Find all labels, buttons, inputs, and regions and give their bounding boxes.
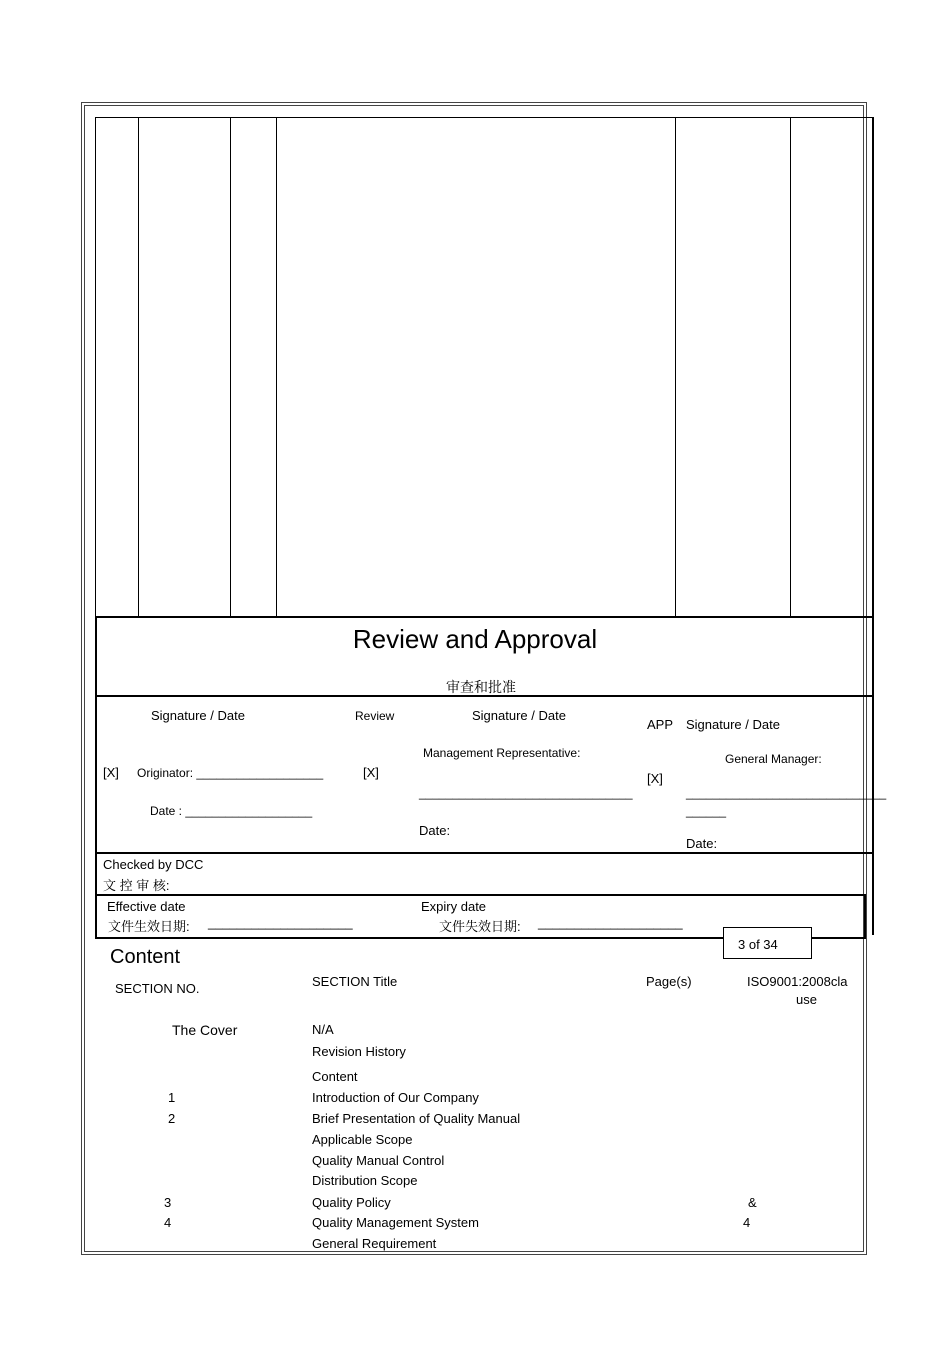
originator-field[interactable]: Originator: ___________________ xyxy=(137,766,324,780)
header-section-no: SECTION NO. xyxy=(115,981,200,996)
row-section-no: The Cover xyxy=(172,1022,238,1038)
row-section-title: General Requirement xyxy=(312,1236,437,1251)
mgmt-rep-date-label: Date: xyxy=(419,823,451,838)
review-title: Review and Approval xyxy=(352,624,598,654)
effective-date-cn: 文件生效日期: xyxy=(108,919,190,934)
app-label: APP xyxy=(647,717,674,732)
effective-date-label: Effective date xyxy=(107,899,186,914)
mgmt-rep-signature-line[interactable]: ________________________________ xyxy=(419,786,633,800)
approval-checkbox[interactable]: [X] xyxy=(647,771,663,786)
table-right-border xyxy=(872,118,874,935)
page-indicator xyxy=(723,927,812,959)
header-section-title: SECTION Title xyxy=(312,974,398,989)
review-checkbox[interactable]: [X] xyxy=(363,765,379,780)
header-iso-clause-continued: use xyxy=(796,992,817,1007)
review-title-cn: 审查和批准 xyxy=(446,679,516,695)
row-section-title: Revision History xyxy=(312,1044,406,1059)
row-section-no: 4 xyxy=(164,1215,172,1230)
table-column-divider xyxy=(790,118,791,618)
page-indicator-text: 3 of 34 xyxy=(738,937,778,952)
review-column-header: Signature / Date xyxy=(472,708,566,723)
divider xyxy=(95,695,874,697)
header-pages: Page(s) xyxy=(646,974,692,989)
divider xyxy=(95,852,874,854)
expiry-date-cn: 文件失效日期: xyxy=(439,919,521,934)
divider xyxy=(95,616,874,618)
row-iso-clause: & xyxy=(748,1195,757,1210)
row-section-title: Quality Manual Control xyxy=(312,1153,445,1168)
table-column-divider xyxy=(138,118,139,618)
row-section-no: 2 xyxy=(168,1111,176,1126)
originator-date-field[interactable]: Date : ___________________ xyxy=(150,804,313,818)
content-heading: Content xyxy=(110,946,181,968)
row-section-no: 3 xyxy=(164,1195,172,1210)
row-section-no: 1 xyxy=(168,1090,176,1105)
gm-date-label: Date: xyxy=(686,836,718,851)
row-section-title: Introduction of Our Company xyxy=(312,1090,479,1105)
row-section-title: Content xyxy=(312,1069,358,1084)
table-column-divider xyxy=(230,118,231,618)
effective-date-field[interactable]: ____________________ xyxy=(208,915,353,930)
revision-history-table xyxy=(95,117,874,617)
gm-signature-line[interactable]: ______________________________ xyxy=(686,786,887,800)
originator-checkbox[interactable]: [X] xyxy=(103,765,119,780)
row-section-title: Distribution Scope xyxy=(312,1173,418,1188)
table-column-divider xyxy=(675,118,676,618)
row-section-title: Quality Management System xyxy=(312,1215,479,1230)
block-left-border xyxy=(95,616,97,939)
checked-by-dcc: Checked by DCC xyxy=(103,857,204,872)
general-manager-label: General Manager: xyxy=(725,752,822,766)
row-iso-clause: 4 xyxy=(743,1215,751,1230)
header-iso-clause: ISO9001:2008cla xyxy=(747,974,848,989)
approval-column-header: Signature / Date xyxy=(686,717,780,732)
originator-column-header: Signature / Date xyxy=(151,708,245,723)
expiry-date-label: Expiry date xyxy=(421,899,487,914)
row-section-title: Applicable Scope xyxy=(312,1132,413,1147)
checked-by-dcc-cn: 文 控 审 核: xyxy=(103,878,170,893)
table-column-divider xyxy=(276,118,277,618)
expiry-date-field[interactable]: ____________________ xyxy=(538,915,683,930)
gm-signature-line-continued: ______ xyxy=(686,804,727,818)
mgmt-rep-label: Management Representative: xyxy=(423,746,581,760)
row-section-title: N/A xyxy=(312,1022,334,1037)
row-section-title: Quality Policy xyxy=(312,1195,391,1210)
row-section-title: Brief Presentation of Quality Manual xyxy=(312,1111,521,1126)
review-label: Review xyxy=(355,709,395,723)
